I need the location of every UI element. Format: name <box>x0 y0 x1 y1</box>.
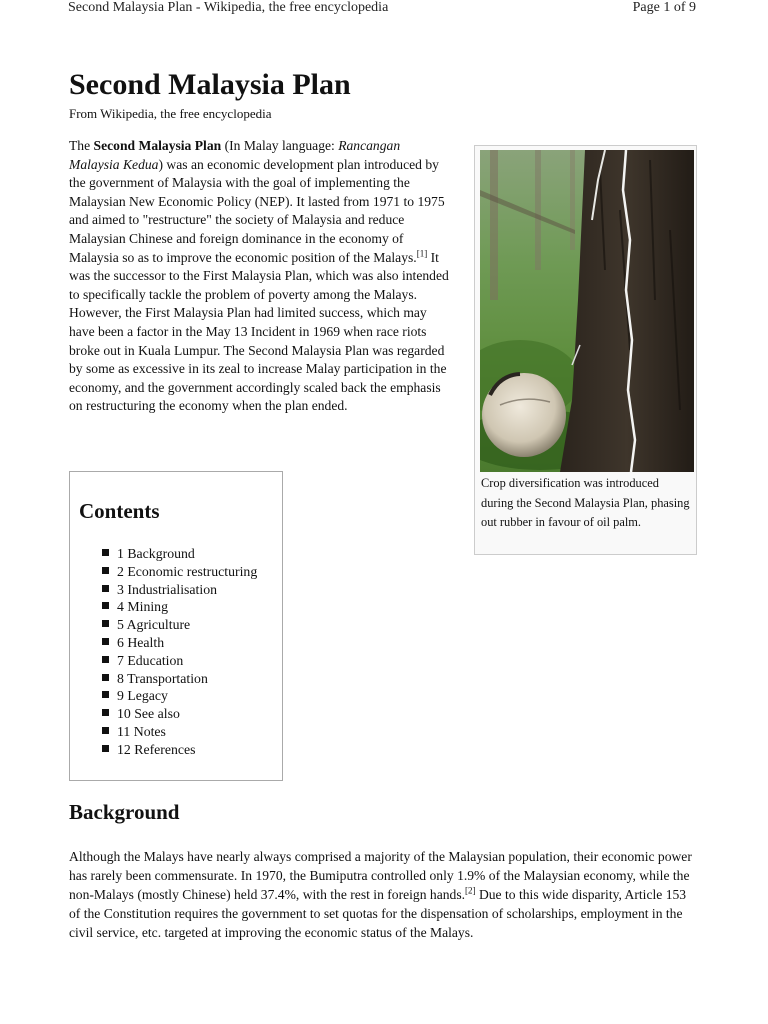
toc-item-transportation[interactable]: 8 Transportation <box>102 670 257 688</box>
toc-item-background[interactable]: 1 Background <box>102 545 257 563</box>
bullet-icon <box>102 638 109 645</box>
intro-text-3: ) was an economic development plan introduced by the government of Malaysia with the goal of implementing the Malaysian New Economic Policy (NEP). It lasted from 1971 to 1975 and aimed to "restructure" the society of Malaysia and reduce Malaysian Chinese and foreign dominance in the economy of Malaysia so as to improve the economic position of the Malays. <box>69 156 445 265</box>
figure-thumbnail <box>474 145 697 555</box>
toc-item-see-also[interactable]: 10 See also <box>102 705 257 723</box>
toc-item-industrialisation[interactable]: 3 Industrialisation <box>102 581 257 599</box>
bullet-icon <box>102 567 109 574</box>
intro-malay-name: Rancangan Malaysia Kedua <box>69 138 401 172</box>
bullet-icon <box>102 585 109 592</box>
toc-list <box>102 545 257 759</box>
intro-text-4: It was the successor to the First Malaysia Plan, which was also intended to specifically tackle the problem of poverty among the Malays. However, the First Malaysia Plan had limited success, which may have been a factor in the May 13 Incident in 1969 when race riots broke out in Kuala Lumpur. The Second Malaysia Plan was regarded by some as excessive in its zeal to increase Malay participation in the economy, and the government accordingly scaled back the emphasis on restructuring the economy when the plan ended. <box>69 249 449 414</box>
toc-item-references[interactable]: 12 References <box>102 741 257 759</box>
print-header <box>68 0 696 20</box>
toc-title: Contents <box>79 499 160 523</box>
background-text-2: Due to this wide disparity, Article 153 of the Constitution requires the government to set quotas for the dispensation of scholarships, employment in the civil service, etc. targeted at improving the economic status of the Malays. <box>69 887 687 940</box>
bullet-icon <box>102 727 109 734</box>
bullet-icon <box>102 602 109 609</box>
page-subtitle: From Wikipedia, the free encyclopedia <box>69 106 272 121</box>
background-text-1: Although the Malays have nearly always comprised a majority of the Malaysian population, their economic power has rarely been commensurate. In 1970, the Bumiputra controlled only 1.9% of the Malaysian economy, while the non-Malays (mostly Chinese) held 37.4%, with the rest in foreign hands. <box>69 849 692 902</box>
toc-item-legacy[interactable]: 9 Legacy <box>102 687 257 705</box>
intro-text-1: The <box>69 138 94 153</box>
bullet-icon <box>102 691 109 698</box>
toc-item-agriculture[interactable]: 5 Agriculture <box>102 616 257 634</box>
print-page-number: Page 1 of 9 <box>632 0 696 15</box>
toc-item-education[interactable]: 7 Education <box>102 652 257 670</box>
intro-bold-name: Second Malaysia Plan <box>93 138 222 153</box>
page-title: Second Malaysia Plan <box>69 68 351 101</box>
bullet-icon <box>102 620 109 627</box>
bullet-icon <box>102 745 109 752</box>
intro-text-2: (In Malay language: <box>221 138 339 153</box>
toc-item-health[interactable]: 6 Health <box>102 634 257 652</box>
background-paragraph <box>69 847 699 942</box>
figure-caption: Crop diversification was introduced during the Second Malaysia Plan, phasing out rubber in favour of oil palm. <box>481 476 690 529</box>
section-heading-background: Background <box>69 800 180 824</box>
print-doc-title: Second Malaysia Plan - Wikipedia, the free encyclopedia <box>68 0 389 15</box>
bullet-icon <box>102 709 109 716</box>
bullet-icon <box>102 656 109 663</box>
intro-paragraph <box>69 137 453 416</box>
reference-1-link[interactable]: [1] <box>416 248 428 259</box>
toc-item-mining[interactable]: 4 Mining <box>102 598 257 616</box>
bullet-icon <box>102 549 109 556</box>
toc-item-notes[interactable]: 11 Notes <box>102 723 257 741</box>
table-of-contents <box>69 471 283 781</box>
toc-item-economic-restructuring[interactable]: 2 Economic restructuring <box>102 563 257 581</box>
rubber-tree-image[interactable] <box>480 150 694 472</box>
bullet-icon <box>102 674 109 681</box>
reference-2-link[interactable]: [2] <box>465 885 476 896</box>
